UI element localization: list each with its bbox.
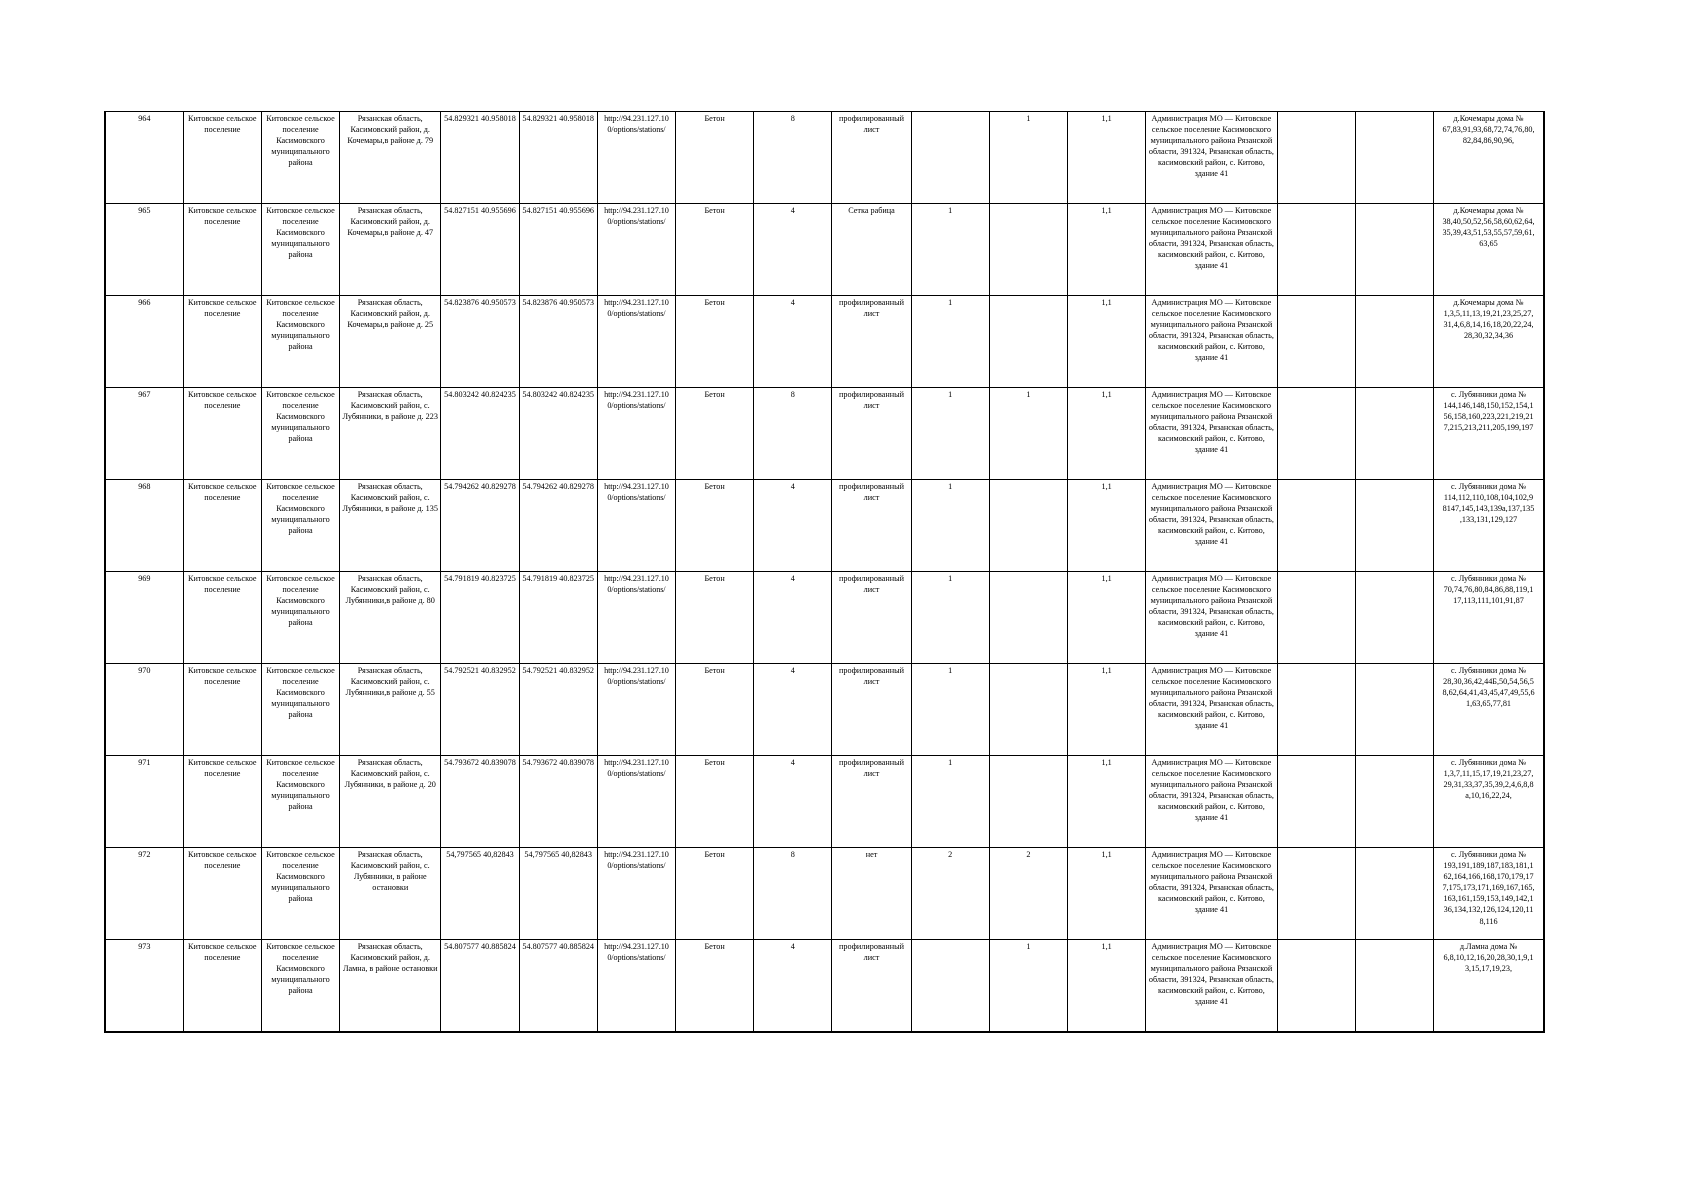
owner-details-cell: Администрация МО — Китовское сельское поселение Касимовского муниципального района Рязанской области, 391324, Рязанская область, касимовский район, с. Китово, здание 41 (1146, 112, 1277, 204)
coordinates-cell: 54.792521 40.832952 (441, 664, 519, 756)
coordinates-cell: 54.794262 40.829278 (441, 480, 519, 572)
empty-cell (1355, 848, 1433, 940)
coordinates-cell: 54,797565 40,82843 (519, 848, 597, 940)
empty-cell (1355, 664, 1433, 756)
settlement-cell: Китовское сельское поселение (183, 204, 261, 296)
photo-link-cell: http://94.231.127.10 0/options/stations/ (597, 940, 675, 1032)
address-cell: Рязанская область, Касимовский район, с. Лубянники, в районе д. 223 (340, 388, 441, 480)
empty-cell (1277, 664, 1355, 756)
empty-cell (1277, 940, 1355, 1032)
table-row (105, 848, 1544, 940)
coordinates-cell: 54.827151 40.955696 (441, 204, 519, 296)
owner-details-cell: Администрация МО — Китовское сельское поселение Касимовского муниципального района Рязанской области, 391324, Рязанская область, касимовский район, с. Китово, здание 41 (1146, 388, 1277, 480)
row-number-cell: 970 (105, 664, 183, 756)
container-volume-cell: 1,1 (1068, 756, 1146, 848)
row-number-cell: 969 (105, 572, 183, 664)
container-count-cell (989, 204, 1067, 296)
coordinates-cell: 54.791819 40.823725 (519, 572, 597, 664)
coordinates-cell: 54.793672 40.839078 (441, 756, 519, 848)
photo-link-cell: http://94.231.127.10 0/options/stations/ (597, 848, 675, 940)
coordinates-cell: 54.794262 40.829278 (519, 480, 597, 572)
empty-cell (1355, 572, 1433, 664)
photo-link-cell: http://94.231.127.10 0/options/stations/ (597, 296, 675, 388)
empty-cell (1355, 388, 1433, 480)
settlement-cell: Китовское сельское поселение (183, 480, 261, 572)
fence-type-cell: профилированный лист (832, 664, 911, 756)
settlement-cell: Китовское сельское поселение (183, 112, 261, 204)
container-count-cell (989, 572, 1067, 664)
container-volume-cell: 1,1 (1068, 388, 1146, 480)
fence-type-cell: нет (832, 848, 911, 940)
coordinates-cell: 54.793672 40.839078 (519, 756, 597, 848)
photo-link-cell: http://94.231.127.10 0/options/stations/ (597, 204, 675, 296)
coordinates-cell: 54.803242 40.824235 (441, 388, 519, 480)
fence-type-cell: профилированный лист (832, 480, 911, 572)
owner-details-cell: Администрация МО — Китовское сельское поселение Касимовского муниципального района Рязанской области, 391324, Рязанская область, касимовский район, с. Китово, здание 41 (1146, 572, 1277, 664)
container-volume-cell: 1,1 (1068, 572, 1146, 664)
surface-type-cell: Бетон (676, 296, 754, 388)
container-count-cell (989, 296, 1067, 388)
surface-type-cell: Бетон (676, 756, 754, 848)
settlement-cell: Китовское сельское поселение (183, 940, 261, 1032)
photo-link-cell: http://94.231.127.10 0/options/stations/ (597, 112, 675, 204)
fence-type-cell: профилированный лист (832, 296, 911, 388)
container-count-cell (911, 940, 989, 1032)
row-number-cell: 971 (105, 756, 183, 848)
fence-type-cell: Сетка рабица (832, 204, 911, 296)
container-volume-cell: 1,1 (1068, 480, 1146, 572)
container-count-cell: 1 (911, 296, 989, 388)
served-houses-cell: с. Лубянники дома № 28,30,36,42,44Б,50,54,56,5 8,62,64,41,43,45,47,49,55,6 1,63,65,77,81 (1434, 664, 1545, 756)
photo-link-cell: http://94.231.127.10 0/options/stations/ (597, 480, 675, 572)
coordinates-cell: 54.791819 40.823725 (441, 572, 519, 664)
fence-type-cell: профилированный лист (832, 572, 911, 664)
owner-cell: Китовское сельское поселение Касимовского муниципального района (261, 756, 339, 848)
container-volume-cell: 1,1 (1068, 848, 1146, 940)
address-cell: Рязанская область, Касимовский район, д. Кочемары,в районе д. 79 (340, 112, 441, 204)
photo-link-cell: http://94.231.127.10 0/options/stations/ (597, 572, 675, 664)
coordinates-cell: 54.807577 40.885824 (441, 940, 519, 1032)
owner-cell: Китовское сельское поселение Касимовского муниципального района (261, 112, 339, 204)
empty-cell (1277, 388, 1355, 480)
row-number-cell: 967 (105, 388, 183, 480)
container-count-cell (911, 112, 989, 204)
table-row (105, 480, 1544, 572)
fence-type-cell: профилированный лист (832, 388, 911, 480)
empty-cell (1277, 480, 1355, 572)
empty-cell (1277, 112, 1355, 204)
address-cell: Рязанская область, Касимовский район, с. Лубянники,в районе д. 55 (340, 664, 441, 756)
surface-type-cell: Бетон (676, 204, 754, 296)
row-number-cell: 973 (105, 940, 183, 1032)
table-row (105, 664, 1544, 756)
owner-details-cell: Администрация МО — Китовское сельское поселение Касимовского муниципального района Рязанской области, 391324, Рязанская область, касимовский район, с. Китово, здание 41 (1146, 848, 1277, 940)
row-number-cell: 964 (105, 112, 183, 204)
fence-type-cell: профилированный лист (832, 940, 911, 1032)
container-volume-cell: 1,1 (1068, 112, 1146, 204)
owner-details-cell: Администрация МО — Китовское сельское поселение Касимовского муниципального района Рязанской области, 391324, Рязанская область, касимовский район, с. Китово, здание 41 (1146, 480, 1277, 572)
container-volume-cell: 1,1 (1068, 940, 1146, 1032)
table-row (105, 572, 1544, 664)
address-cell: Рязанская область, Касимовский район, д. Кочемары,в районе д. 47 (340, 204, 441, 296)
area-cell: 4 (754, 756, 832, 848)
row-number-cell: 965 (105, 204, 183, 296)
address-cell: Рязанская область, Касимовский район, с. Лубянники, в районе д. 20 (340, 756, 441, 848)
row-number-cell: 966 (105, 296, 183, 388)
served-houses-cell: с. Лубянники дома № 114,112,110,108,104,102,9 8147,145,143,139а,137,135 ,133,131,129,127 (1434, 480, 1545, 572)
owner-cell: Китовское сельское поселение Касимовского муниципального района (261, 388, 339, 480)
area-cell: 4 (754, 664, 832, 756)
table-row (105, 756, 1544, 848)
table-row (105, 112, 1544, 204)
empty-cell (1277, 756, 1355, 848)
photo-link-cell: http://94.231.127.10 0/options/stations/ (597, 756, 675, 848)
owner-details-cell: Администрация МО — Китовское сельское поселение Касимовского муниципального района Рязанской области, 391324, Рязанская область, касимовский район, с. Китово, здание 41 (1146, 204, 1277, 296)
address-cell: Рязанская область, Касимовский район, д. Ламна, в районе остановки (340, 940, 441, 1032)
container-count-cell: 1 (989, 940, 1067, 1032)
container-count-cell: 1 (911, 204, 989, 296)
owner-details-cell: Администрация МО — Китовское сельское поселение Касимовского муниципального района Рязанской области, 391324, Рязанская область, касимовский район, с. Китово, здание 41 (1146, 664, 1277, 756)
photo-link-cell: http://94.231.127.10 0/options/stations/ (597, 664, 675, 756)
owner-details-cell: Администрация МО — Китовское сельское поселение Касимовского муниципального района Рязанской области, 391324, Рязанская область, касимовский район, с. Китово, здание 41 (1146, 296, 1277, 388)
area-cell: 4 (754, 480, 832, 572)
table-body (105, 112, 1544, 1032)
container-count-cell: 2 (911, 848, 989, 940)
area-cell: 4 (754, 204, 832, 296)
container-volume-cell: 1,1 (1068, 296, 1146, 388)
photo-link-cell: http://94.231.127.10 0/options/stations/ (597, 388, 675, 480)
settlement-cell: Китовское сельское поселение (183, 756, 261, 848)
empty-cell (1277, 848, 1355, 940)
coordinates-cell: 54.829321 40.958018 (441, 112, 519, 204)
owner-cell: Китовское сельское поселение Касимовского муниципального района (261, 480, 339, 572)
empty-cell (1277, 204, 1355, 296)
empty-cell (1355, 204, 1433, 296)
surface-type-cell: Бетон (676, 664, 754, 756)
container-count-cell: 1 (911, 756, 989, 848)
settlement-cell: Китовское сельское поселение (183, 388, 261, 480)
container-count-cell (989, 664, 1067, 756)
owner-details-cell: Администрация МО — Китовское сельское поселение Касимовского муниципального района Рязанской области, 391324, Рязанская область, касимовский район, с. Китово, здание 41 (1146, 940, 1277, 1032)
empty-cell (1355, 480, 1433, 572)
served-houses-cell: д.Ламна дома № 6,8,10,12,16,20,28,30,1,9,1 3,15,17,19,23, (1434, 940, 1545, 1032)
settlement-cell: Китовское сельское поселение (183, 848, 261, 940)
served-houses-cell: д.Кочемары дома № 38,40,50,52,56,58,60,62,64, 35,39,43,51,53,55,57,59,61, 63,65 (1434, 204, 1545, 296)
surface-type-cell: Бетон (676, 572, 754, 664)
container-volume-cell: 1,1 (1068, 204, 1146, 296)
container-count-cell: 1 (911, 572, 989, 664)
coordinates-cell: 54.823876 40.950573 (519, 296, 597, 388)
address-cell: Рязанская область, Касимовский район, с. Лубянники, в районе остановки (340, 848, 441, 940)
coordinates-cell: 54.823876 40.950573 (441, 296, 519, 388)
owner-cell: Китовское сельское поселение Касимовского муниципального района (261, 296, 339, 388)
owner-cell: Китовское сельское поселение Касимовского муниципального района (261, 848, 339, 940)
address-cell: Рязанская область, Касимовский район, с. Лубянники, в районе д. 135 (340, 480, 441, 572)
surface-type-cell: Бетон (676, 388, 754, 480)
container-count-cell: 1 (989, 112, 1067, 204)
empty-cell (1355, 940, 1433, 1032)
fence-type-cell: профилированный лист (832, 112, 911, 204)
container-count-cell: 1 (911, 388, 989, 480)
container-count-cell: 1 (911, 480, 989, 572)
owner-cell: Китовское сельское поселение Касимовского муниципального района (261, 940, 339, 1032)
empty-cell (1355, 296, 1433, 388)
table-row (105, 940, 1544, 1032)
served-houses-cell: с. Лубянники дома № 144,146,148,150,152,154,1 56,158,160,223,221,219,21 7,215,213,211,205,199,197 (1434, 388, 1545, 480)
settlement-cell: Китовское сельское поселение (183, 664, 261, 756)
coordinates-cell: 54.803242 40.824235 (519, 388, 597, 480)
coordinates-cell: 54.829321 40.958018 (519, 112, 597, 204)
settlement-cell: Китовское сельское поселение (183, 296, 261, 388)
address-cell: Рязанская область, Касимовский район, с. Лубянники,в районе д. 80 (340, 572, 441, 664)
fence-type-cell: профилированный лист (832, 756, 911, 848)
area-cell: 4 (754, 296, 832, 388)
table-row (105, 388, 1544, 480)
container-count-cell: 1 (911, 664, 989, 756)
area-cell: 4 (754, 940, 832, 1032)
area-cell: 8 (754, 388, 832, 480)
empty-cell (1355, 756, 1433, 848)
empty-cell (1355, 112, 1433, 204)
coordinates-cell: 54.827151 40.955696 (519, 204, 597, 296)
container-count-cell (989, 756, 1067, 848)
waste-sites-table (104, 111, 1545, 1033)
surface-type-cell: Бетон (676, 940, 754, 1032)
area-cell: 8 (754, 848, 832, 940)
row-number-cell: 968 (105, 480, 183, 572)
served-houses-cell: д.Кочемары дома № 67,83,91,93,68,72,74,76,80, 82,84,86,90,96, (1434, 112, 1545, 204)
owner-cell: Китовское сельское поселение Касимовского муниципального района (261, 204, 339, 296)
coordinates-cell: 54.792521 40.832952 (519, 664, 597, 756)
owner-cell: Китовское сельское поселение Касимовского муниципального района (261, 664, 339, 756)
surface-type-cell: Бетон (676, 848, 754, 940)
row-number-cell: 972 (105, 848, 183, 940)
empty-cell (1277, 572, 1355, 664)
owner-cell: Китовское сельское поселение Касимовского муниципального района (261, 572, 339, 664)
served-houses-cell: с. Лубянники дома № 193,191,189,187,183,181,1 62,164,166,168,170,179,17 7,175,173,171,169,167,165, 163,161,159,153,149,142,1 36,134,132,126,124,120,11 8,116 (1434, 848, 1545, 940)
container-count-cell (989, 480, 1067, 572)
served-houses-cell: с. Лубянники дома № 70,74,76,80,84,86,88,119,1 17,113,111,101,91,87 (1434, 572, 1545, 664)
empty-cell (1277, 296, 1355, 388)
settlement-cell: Китовское сельское поселение (183, 572, 261, 664)
container-count-cell: 1 (989, 388, 1067, 480)
served-houses-cell: д.Кочемары дома № 1,3,5,11,13,19,21,23,25,27, 31,4,6,8,14,16,18,20,22,24, 28,30,32,34,36 (1434, 296, 1545, 388)
area-cell: 8 (754, 112, 832, 204)
container-count-cell: 2 (989, 848, 1067, 940)
table-row (105, 296, 1544, 388)
owner-details-cell: Администрация МО — Китовское сельское поселение Касимовского муниципального района Рязанской области, 391324, Рязанская область, касимовский район, с. Китово, здание 41 (1146, 756, 1277, 848)
area-cell: 4 (754, 572, 832, 664)
coordinates-cell: 54,797565 40,82843 (441, 848, 519, 940)
served-houses-cell: с. Лубянники дома № 1,3,7,11,15,17,19,21,23,27, 29,31,33,37,35,39,2,4,6,8,8 а,10,16,22,24, (1434, 756, 1545, 848)
address-cell: Рязанская область, Касимовский район, д. Кочемары,в районе д. 25 (340, 296, 441, 388)
surface-type-cell: Бетон (676, 480, 754, 572)
surface-type-cell: Бетон (676, 112, 754, 204)
container-volume-cell: 1,1 (1068, 664, 1146, 756)
coordinates-cell: 54.807577 40.885824 (519, 940, 597, 1032)
table-row (105, 204, 1544, 296)
